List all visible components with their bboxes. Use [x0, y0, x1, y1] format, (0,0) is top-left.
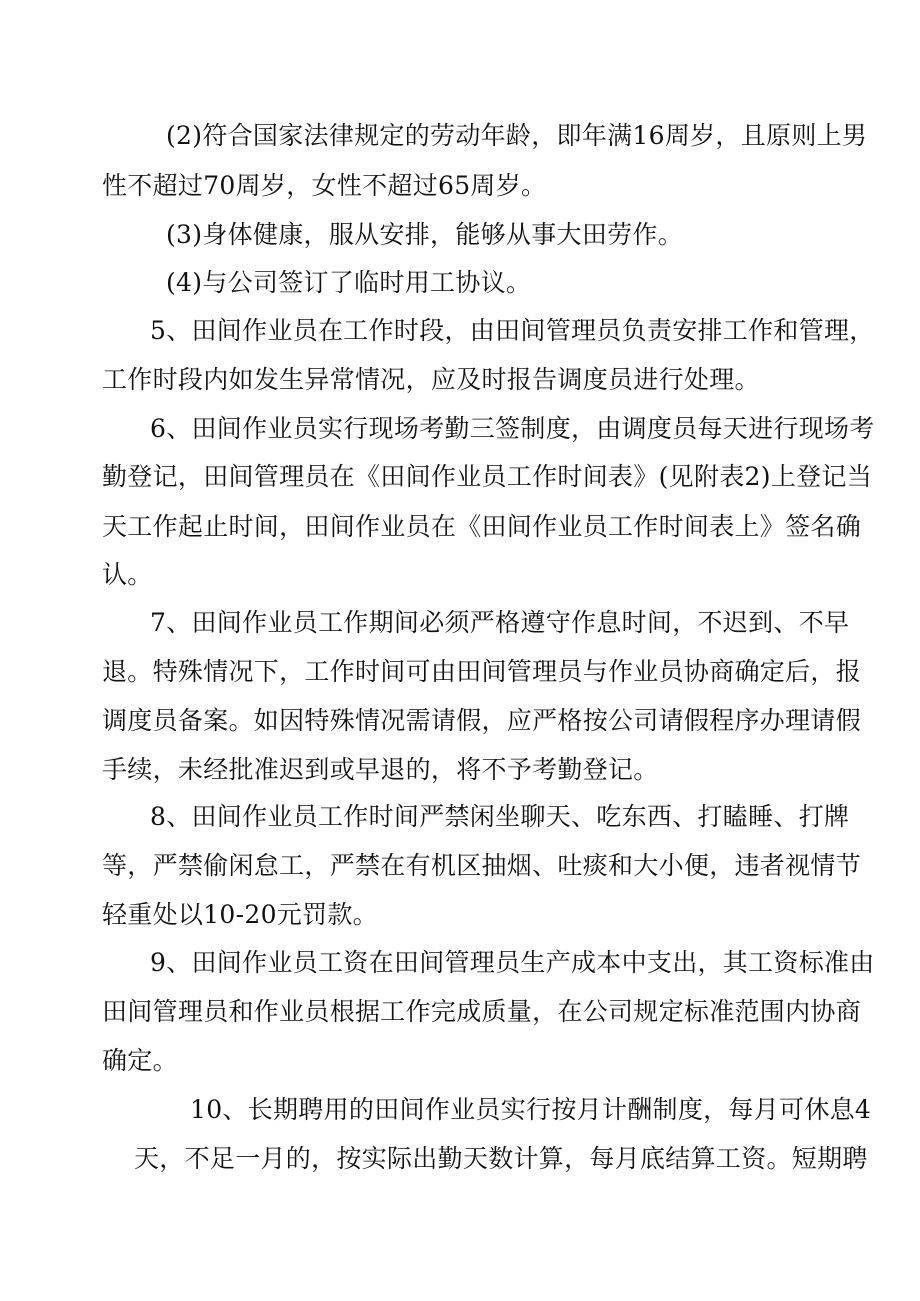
text-line: 工作时段内如发生异常情况，应及时报告调度员进行处理。	[102, 365, 760, 394]
text-line: 轻重处以10-20元罚款。	[102, 900, 378, 929]
text-line: 天工作起止时间，田间作业员在《田间作业员工作时间表上》签名确	[102, 512, 862, 541]
text-line: 勤登记，田间管理员在《田间作业员工作时间表》(见附表2)上登记当	[102, 462, 873, 491]
text-line: 确定。	[102, 1046, 178, 1075]
text-line: 退。特殊情况下，工作时间可由田间管理员与作业员协商确定后，报	[102, 657, 862, 686]
text-line: 5、田间作业员在工作时段，由田间管理员负责安排工作和管理，	[150, 316, 875, 345]
text-line: 性不超过70周岁，女性不超过65周岁。	[102, 171, 547, 200]
text-line: (3)身体健康，服从安排，能够从事大田劳作。	[166, 220, 684, 249]
text-line: 6、田间作业员实行现场考勤三签制度，由调度员每天进行现场考	[150, 414, 875, 443]
text-line: 7、田间作业员工作期间必须严格遵守作息时间，不迟到、不早	[150, 608, 850, 637]
text-line: 调度员备案。如因特殊情况需请假，应严格按公司请假程序办理请假	[102, 706, 862, 735]
text-line: 10、长期聘用的田间作业员实行按月计酬制度，每月可休息4	[190, 1095, 872, 1124]
text-line: 认。	[102, 560, 153, 589]
text-line: (2)符合国家法律规定的劳动年龄，即年满16周岁，且原则上男	[166, 121, 868, 150]
text-line: (4)与公司签订了临时用工协议。	[166, 268, 532, 297]
text-line: 8、田间作业员工作时间严禁闲坐聊天、吃东西、打瞌睡、打牌	[150, 802, 850, 831]
text-line: 天，不足一月的，按实际出勤天数计算，每月底结算工资。短期聘	[134, 1144, 868, 1173]
text-line: 等，严禁偷闲怠工，严禁在有机区抽烟、吐痰和大小便，违者视情节	[102, 851, 862, 880]
text-line: 9、田间作业员工资在田间管理员生产成本中支出，其工资标准由	[150, 948, 875, 977]
text-line: 手续，未经批准迟到或早退的，将不予考勤登记。	[102, 755, 659, 784]
text-line: 田间管理员和作业员根据工作完成质量，在公司规定标准范围内协商	[102, 997, 862, 1026]
